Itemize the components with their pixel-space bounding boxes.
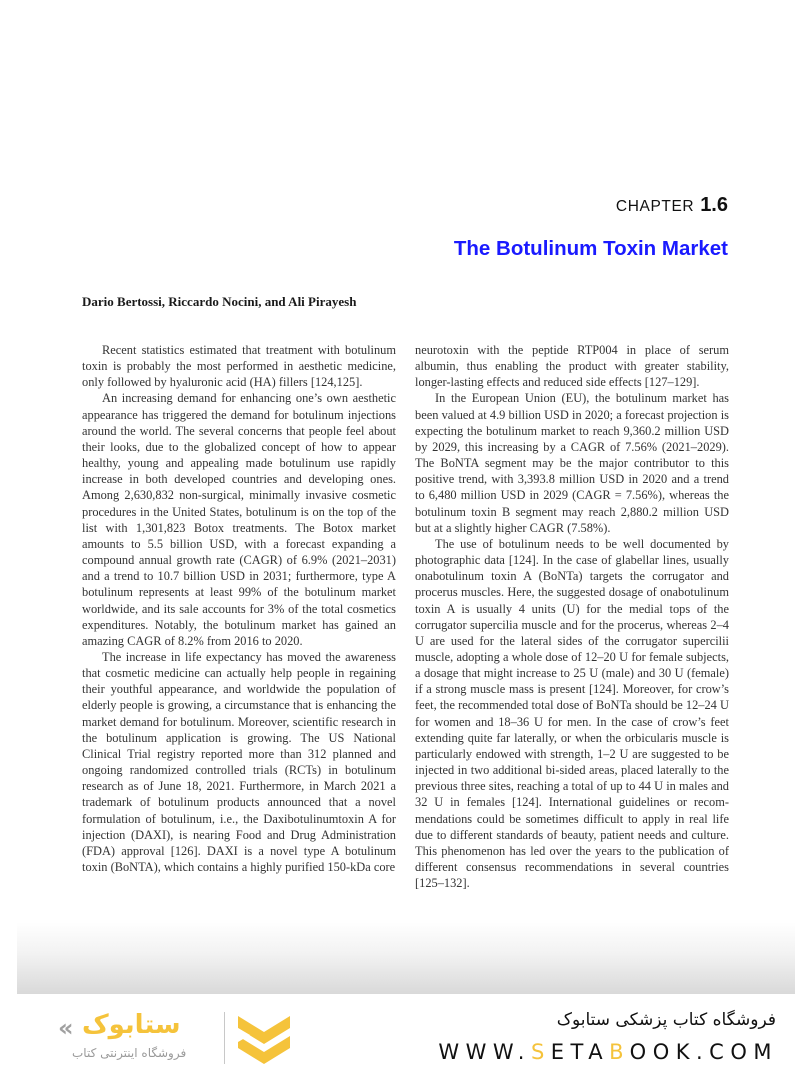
- url-part: ETA: [550, 1040, 610, 1064]
- paragraph: The use of botulinum needs to be well documented by photographic data [124]. In the case of glabellar lines, usually onabotulinum toxin A (BoNTa) targets the corrugator and procerus muscles. Here, the suggested dosage of onabotulinum toxin A is usually 4 units (U) for the medial tops of the corrugator supercilia muscle and for the procerus, whereas 2–4 U are used for the lateral sides of the corrugator supercilii muscle, adopting a whole dose of 12–20 U for female subjects, a dosage that might increase to 25 U (male) and 30 U (female) if a strong muscle mass is present [124]. Moreover, for crow’s feet, the recommended total dose of BoNTa should be 12–24 U for women and 18–36 U for men. In the case of crow’s feet extending quite far laterally, or when the orbicularis muscle is particularly endowed with strength, 1–2 U are suggested to be injected in two additional bi-sided areas, placed laterally to the previous three sites, reaching a total of up to 44 U in males and 32 U in females [124]. International guidelines or recommendations could be sometimes difficult to apply in real life due to different standards of beauty, patient needs and culture. This phenomenon has led over the years to the publication of different consensus recommendations in several countries [125–132].: [415, 536, 729, 891]
- paragraph: The increase in life expectancy has moved the awareness that cosmetic medicine can actually help people in regaining their youthful appearance, and worldwide the population of elderly people is growing, a circumstance that is enhancing the market demand for botulinum. Moreover, scientific research in the botulinum application is growing. The US National Clinical Trial registry reported more than 312 planned and ongoing randomized controlled trials (RCTs) in botulinum research as of June 18, 2021. Furthermore, in March 2021 a trademark of botulinum products announced that a novel formulation of botulinum, i.e., the Daxibotulinumtoxin A for injection (DAXI), is nearing Food and Drug Administration (FDA) approval [126]. DAXI is a novel type A botulinum toxin (BoNTA), which contains a highly purified 150-kDa core: [82, 649, 396, 874]
- store-url: [438, 1040, 778, 1064]
- authors-line: Dario Bertossi, Riccardo Nocini, and Ali Pirayesh: [82, 294, 357, 309]
- watermark-footer: [0, 994, 810, 1080]
- right-column: [415, 342, 729, 891]
- chapter-label: [616, 194, 728, 217]
- page-bottom-fade: [17, 922, 795, 994]
- chevron-emblem-icon: [236, 1012, 292, 1068]
- body-columns: [82, 342, 729, 891]
- logo-wordmark-text: ستابوک: [82, 1010, 181, 1040]
- chapter-word: CHAPTER: [615, 198, 695, 215]
- url-accent-letter: S: [530, 1040, 551, 1064]
- url-accent-letter: B: [609, 1040, 630, 1064]
- paragraph: In the European Union (EU), the botulinum market has been valued at 4.9 billion USD in 2020; a forecast projection is expecting the botulinum market to reach 9,360.2 million USD by 2029, this increasing by a CAGR of 7.56% (2021–2029). The BoNTA segment may be the major contributor to this positive trend, with 3,393.8 million USD in 2020 and a trend to 6,480 million USD in 2029 (CAGR = 7.56%), whereas the botulinum toxin B segment may reach 2,880.2 million USD but at a slightly higher CAGR (7.58%).: [415, 391, 729, 535]
- left-column: [82, 342, 396, 891]
- url-part: OOK.COM: [629, 1040, 778, 1064]
- url-part: WWW.: [438, 1040, 531, 1064]
- logo-subtitle: فروشگاه اینترنتی کتاب: [72, 1046, 187, 1060]
- double-chevron-left-icon: «: [58, 1014, 74, 1042]
- store-name: فروشگاه کتاب پزشکی ستابوک: [556, 1010, 776, 1030]
- chapter-title: The Botulinum Toxin Market: [453, 237, 728, 260]
- paragraph: An increasing demand for enhancing one’s own aesthetic appearance has triggered the demand for botulinum injections around the world. The several concerns that people feel about their looks, due to the globalized concept of how to appear healthy, young and appealing made botulinum use rapidly increase in both developed countries and developing ones. Among 2,630,832 non-surgical, minimally invasive cosmetic procedures in the United States, botulinum is on the top of the list with 1,301,823 Botox treatments. The Botox market amounts to 5.5 billion USD, with a forecast expanding a compound annual growth rate (CAGR) of 6.9% (2021–2031) and a trend to 10.7 billion USD in 2031; furthermore, type A botulinum represents at least 99% of the botulinum market worldwide, and its sale accounts for 3% of the total cosmetics expenditures. Notably, the botulinum market has gained an amazing CAGR of 8.2% from 2016 to 2020.: [82, 391, 396, 648]
- chapter-number: 1.6: [700, 194, 728, 216]
- logo-wordmark: [58, 1006, 198, 1070]
- logo-divider: [224, 1012, 225, 1064]
- paragraph: Recent statistics estimated that treatment with botulinum toxin is probably the most performed in aesthetic medicine, only followed by hyaluronic acid (HA) fillers [124,125].: [82, 343, 396, 390]
- paragraph-continued: neurotoxin with the peptide RTP004 in place of serum albumin, thus enabling the product with greater stability, longer-lasting effects and reduced side effects [127–129].: [415, 343, 729, 390]
- setabook-logo: [58, 1006, 298, 1070]
